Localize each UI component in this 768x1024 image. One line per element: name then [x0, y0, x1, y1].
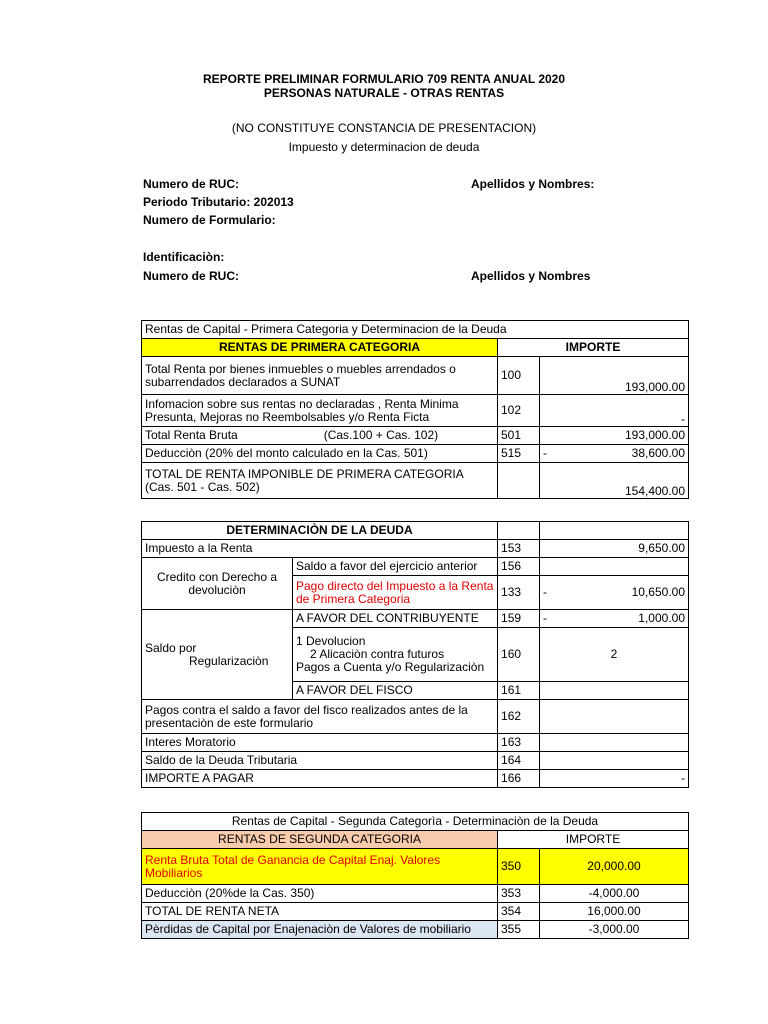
box-354-value: 16,000.00	[540, 903, 689, 921]
box-133: 133	[498, 576, 540, 610]
taxpayer-favor-label: A FAVOR DEL CONTRIBUYENTE	[293, 610, 498, 628]
treasury-favor-label: A FAVOR DEL FISCO	[293, 682, 498, 700]
debt-title-value	[540, 522, 689, 540]
box-102-value: -	[540, 395, 689, 427]
box-161: 161	[498, 682, 540, 700]
box-162-value	[540, 700, 689, 734]
option-payments: Pagos a Cuenta y/o Regularizaciòn	[296, 660, 485, 674]
regularization-label-2: Regularizaciòn	[189, 653, 269, 668]
box-163: 163	[498, 734, 540, 752]
ruc-label: Numero de RUC:	[143, 177, 240, 191]
box-160-value: 2	[540, 628, 689, 682]
option-refund: 1 Devolucion	[296, 634, 366, 648]
gross-rent-label: Total Renta Bruta	[145, 428, 238, 442]
gross-rent-note: (Cas.100 + Cas. 102)	[323, 428, 439, 442]
form-number-label: Numero de Formulario:	[143, 213, 276, 227]
box-159-sign: -	[543, 611, 548, 625]
first-category-table	[141, 320, 689, 499]
box-162: 162	[498, 700, 540, 734]
net-rent-label: TOTAL DE RENTA NETA	[142, 903, 498, 921]
box-159-value: 1,000.00	[638, 611, 686, 625]
box-163-value	[540, 734, 689, 752]
box-515: 515	[498, 445, 540, 463]
prior-payments-label: Pagos contra el saldo a favor del fisco realizados antes de la presentaciòn de este formulario	[142, 700, 498, 734]
box-354: 354	[498, 903, 540, 921]
total-rent-label: Total Renta por bienes inmuebles o muebles arrendados o subarrendados declarados a SUNAT	[142, 357, 498, 395]
box-156: 156	[498, 558, 540, 576]
box-350: 350	[498, 849, 540, 885]
names-label-2: Apellidos y Nombres	[471, 269, 591, 283]
first-category-title: Rentas de Capital - Primera Categoria y Determinacion de la Deuda	[142, 321, 689, 339]
debt-title-code	[498, 522, 540, 540]
box-159-value-cell	[540, 610, 689, 628]
box-353-value: -4,000.00	[540, 885, 689, 903]
gross-rent-row	[142, 427, 498, 445]
tax-debt-balance-label: Saldo de la Deuda Tributaria	[142, 752, 498, 770]
income-tax-label: Impuesto a la Renta	[142, 540, 498, 558]
second-category-header: RENTAS DE SEGUNDA CATEGORIA	[142, 831, 498, 849]
taxable-rent-label: TOTAL DE RENTA IMPONIBLE DE PRIMERA CATEGORIA (Cas. 501 - Cas. 502)	[142, 463, 498, 499]
box-166-value: -	[540, 770, 689, 788]
names-label: Apellidos y Nombres:	[471, 177, 595, 191]
disclaimer: (NO CONSTITUYE CONSTANCIA DE PRESENTACION)	[231, 121, 537, 135]
box-355-value: -3,000.00	[540, 921, 689, 939]
amount-to-pay-label: IMPORTE A PAGAR	[142, 770, 498, 788]
tax-period-label: Periodo Tributario: 202013	[143, 195, 294, 209]
amount-header: IMPORTE	[498, 339, 689, 357]
box-161-value	[540, 682, 689, 700]
second-deduction-label: Deducciòn (20%de la Cas. 350)	[142, 885, 498, 903]
box-166: 166	[498, 770, 540, 788]
report-section-title: Impuesto y determinacion de deuda	[288, 140, 480, 154]
option-apply-future: 2 Alicaciòn contra futuros	[310, 647, 445, 661]
ruc-label-2: Numero de RUC:	[143, 269, 240, 283]
regularization-cell	[142, 610, 293, 700]
box-501: 501	[498, 427, 540, 445]
refundable-credit-label: Credito con Derecho a devoluciòn	[142, 558, 293, 610]
box-164-value	[540, 752, 689, 770]
second-amount-header: IMPORTE	[498, 831, 689, 849]
deduction-label: Deducciòn (20% del monto calculado en la Cas. 501)	[142, 445, 498, 463]
box-153-value: 9,650.00	[540, 540, 689, 558]
taxable-rent-code	[498, 463, 540, 499]
refund-options-cell	[293, 628, 498, 682]
box-102: 102	[498, 395, 540, 427]
box-355: 355	[498, 921, 540, 939]
box-133-sign: -	[543, 585, 548, 599]
box-501-value: 193,000.00	[540, 427, 689, 445]
prior-balance-label: Saldo a favor del ejercicio anterior	[293, 558, 498, 576]
regularization-label-1: Saldo por	[145, 640, 197, 655]
box-515-value: 38,600.00	[631, 446, 686, 460]
box-164: 164	[498, 752, 540, 770]
debt-determination-table	[141, 521, 689, 788]
box-100-value: 193,000.00	[540, 357, 689, 395]
second-category-title: Rentas de Capital - Segunda Categorìa - Determinaciòn de la Deuda	[142, 813, 689, 831]
box-153: 153	[498, 540, 540, 558]
box-515-sign: -	[543, 446, 547, 460]
box-133-value: 10,650.00	[631, 585, 686, 599]
capital-loss-label: Pèrdidas de Capital por Enajenaciòn de Valores de mobiliario	[142, 921, 498, 939]
box-159: 159	[498, 610, 540, 628]
undeclared-rent-label: Infomacion sobre sus rentas no declaradas , Renta Minima Presunta, Mejoras no Reembolsables y/o Renta Ficta	[142, 395, 498, 427]
box-156-value	[540, 558, 689, 576]
late-interest-label: Interes Moratorio	[142, 734, 498, 752]
box-133-value-cell	[540, 576, 689, 610]
capital-gain-label: Renta Bruta Total de Ganancia de Capital Enaj. Valores Mobiliarios	[142, 849, 498, 885]
box-100: 100	[498, 357, 540, 395]
second-category-table	[141, 812, 689, 939]
box-350-value: 20,000.00	[540, 849, 689, 885]
first-category-header: RENTAS DE PRIMERA CATEGORIA	[142, 339, 498, 357]
report-title: REPORTE PRELIMINAR FORMULARIO 709 RENTA ANUAL 2020	[202, 72, 566, 86]
report-subtitle: PERSONAS NATURALE - OTRAS RENTAS	[263, 86, 505, 100]
box-160: 160	[498, 628, 540, 682]
box-515-value-cell	[540, 445, 689, 463]
box-353: 353	[498, 885, 540, 903]
direct-payment-label: Pago directo del Impuesto a la Renta de Primera Categoria	[293, 576, 498, 610]
debt-determination-title: DETERMINACIÒN DE LA DEUDA	[142, 522, 498, 540]
identification-label: Identificaciòn:	[143, 250, 225, 264]
taxable-rent-value: 154,400.00	[540, 463, 689, 499]
